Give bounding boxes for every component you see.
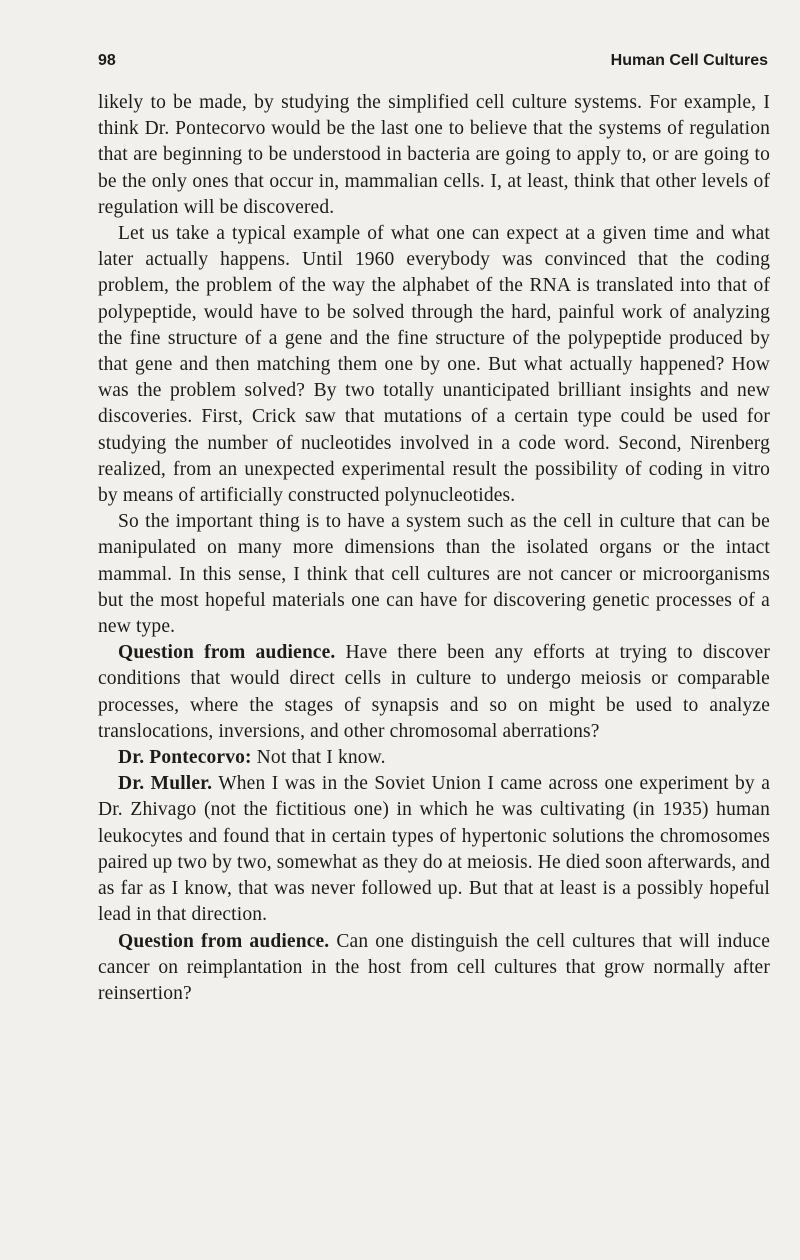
running-title: Human Cell Cultures (610, 52, 768, 69)
paragraph-text: When I was in the Soviet Union I came across one experiment by a Dr. Zhivago (not the fictitious one) in which he was cultivating (in 1935) human leukocytes and found that in certain types of hypertonic solutions the chromosomes paired up two by two, somewhat as they do at meiosis. He died soon afterwards, and as far as I know, that was never followed up. But that at least is a possibly hopeful lead in that direction. (98, 773, 771, 926)
speaker-label: Question from audience. (118, 930, 330, 952)
paragraph (98, 771, 770, 928)
speaker-label: Dr. Pontecorvo: (118, 747, 252, 769)
paragraph (98, 929, 770, 1008)
paragraph-text: Let us take a typical example of what one can expect at a given time and what later actually happens. Until 1960 everybody was convinced that the coding problem, the problem of the way the alphabet of the RNA is translated into that of polypeptide, would have to be solved through the hard, painful work of analyzing the fine structure of a gene and the fine structure of the polypeptide produced by that gene and then matching them one by one. But what actually happened? How was the problem solved? By two totally unanticipated brilliant insights and new discoveries. First, Crick saw that mutations of a certain type could be used for studying the number of nucleotides involved in a code word. Second, Nirenberg realized, from an unexpected experimental result the possibility of coding in vitro by means of artificially constructed polynucleotides. (98, 223, 770, 507)
paragraph-text: Not that I know. (251, 747, 386, 769)
paragraph (98, 640, 770, 745)
paragraph (98, 509, 770, 640)
page-number: 98 (98, 52, 116, 69)
paragraph-text: Have there been any efforts at trying to discover conditions that would direct cells in culture to undergo meiosis or comparable processes, where the stages of synapsis and so on might be used to analyze translocations, inversions, and other chromosomal aberrations? (98, 642, 771, 742)
paragraph (98, 745, 770, 771)
speaker-label: Question from audience. (118, 642, 336, 664)
paragraph (98, 90, 770, 221)
body-text (98, 90, 770, 1007)
page-header (98, 52, 768, 70)
speaker-label: Dr. Muller. (118, 773, 213, 795)
paragraph-text: Can one distinguish the cell cultures that will induce cancer on reimplantation in the host from cell cultures that grow normally after reinsertion? (98, 930, 770, 1004)
paragraph-text: likely to be made, by studying the simplified cell culture systems. For example, I think Dr. Pontecorvo would be the last one to believe that the systems of regulation that are beginning to be understood in bacteria are going to apply to, or are going to be the only ones that occur in, mammalian cells. I, at least, think that other levels of regulation will be discovered. (98, 92, 770, 218)
paragraph-text: So the important thing is to have a system such as the cell in culture that can be manipulated on many more dimensions than the isolated organs or the intact mammal. In this sense, I think that cell cultures are not cancer or microorganisms but the most hopeful materials one can have for discovering genetic processes of a new type. (98, 511, 770, 638)
paragraph (98, 221, 770, 509)
